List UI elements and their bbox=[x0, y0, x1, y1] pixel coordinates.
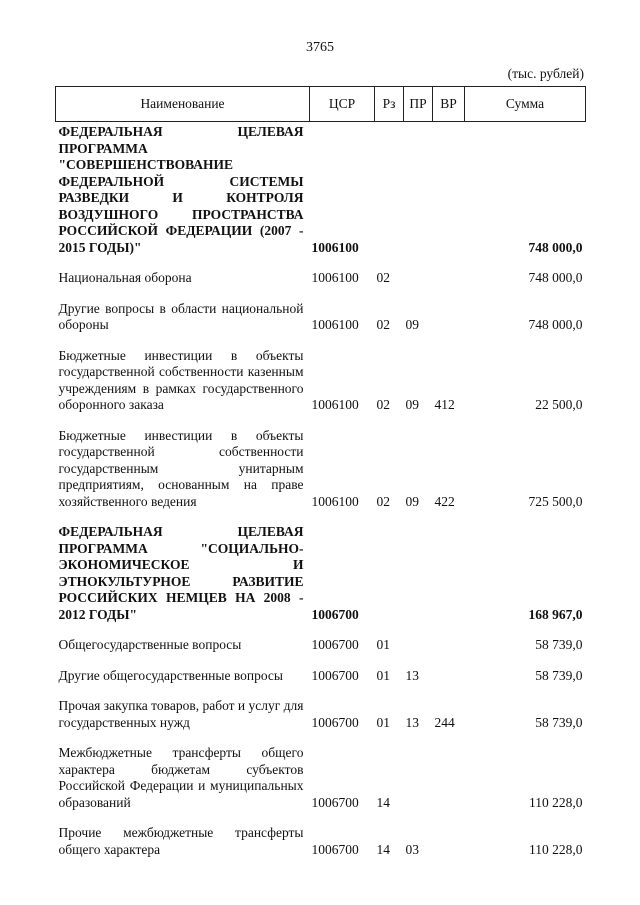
row-vr bbox=[433, 735, 465, 815]
header-csr: ЦСР bbox=[310, 87, 375, 122]
row-rz bbox=[375, 514, 404, 627]
row-sum: 58 739,0 bbox=[535, 667, 583, 683]
row-vr bbox=[433, 260, 465, 291]
row-name: Бюджетные инвестиции в объекты государственной собственности казенным учреждениям в рамках государственного оборонного заказа bbox=[58, 347, 304, 412]
header-pr: ПР bbox=[404, 87, 433, 122]
row-vr: 422 bbox=[434, 493, 455, 509]
row-sum: 110 228,0 bbox=[529, 794, 583, 810]
row-rz: 14 bbox=[376, 841, 390, 857]
row-rz: 02 bbox=[376, 270, 390, 285]
table-row bbox=[56, 122, 586, 261]
budget-table bbox=[55, 86, 586, 862]
table-row bbox=[56, 735, 586, 815]
row-name: Прочая закупка товаров, работ и услуг для государственных нужд bbox=[58, 698, 304, 730]
row-vr: 244 bbox=[434, 714, 455, 730]
row-vr bbox=[433, 514, 465, 627]
row-pr bbox=[404, 627, 433, 658]
table-row bbox=[56, 338, 586, 418]
row-sum: 725 500,0 bbox=[528, 493, 583, 509]
row-vr bbox=[433, 291, 465, 338]
row-rz: 02 bbox=[376, 397, 390, 412]
row-sum: 168 967,0 bbox=[528, 606, 583, 622]
table-row bbox=[56, 291, 586, 338]
row-vr bbox=[433, 627, 465, 658]
row-sum: 22 500,0 bbox=[535, 397, 583, 412]
row-pr: 09 bbox=[405, 493, 419, 509]
row-rz: 02 bbox=[376, 493, 390, 509]
row-vr bbox=[433, 815, 465, 862]
row-rz: 01 bbox=[376, 637, 390, 652]
table-row bbox=[56, 815, 586, 862]
row-sum: 748 000,0 bbox=[528, 317, 583, 332]
table-row bbox=[56, 418, 586, 515]
row-csr: 1006100 bbox=[311, 397, 359, 412]
header-rz: Рз bbox=[375, 87, 404, 122]
row-csr: 1006100 bbox=[311, 270, 359, 285]
row-name: ФЕДЕРАЛЬНАЯ ЦЕЛЕВАЯ ПРОГРАММА "СОЦИАЛЬНО-ЭКОНОМИЧЕСКОЕ И ЭТНОКУЛЬТУРНОЕ РАЗВИТИЕ РОССИЙСКИХ НЕМЦЕВ НА 2008 - 2012 ГОДЫ" bbox=[58, 524, 304, 622]
row-sum: 58 739,0 bbox=[535, 714, 583, 730]
row-rz: 01 bbox=[376, 667, 390, 683]
row-vr: 412 bbox=[434, 397, 455, 412]
header-vr: ВР bbox=[433, 87, 465, 122]
row-pr bbox=[404, 735, 433, 815]
row-pr bbox=[404, 260, 433, 291]
row-rz: 14 bbox=[376, 794, 390, 810]
row-name: Прочие межбюджетные трансферты общего характера bbox=[58, 825, 304, 857]
table-header-row bbox=[56, 87, 586, 122]
header-sum: Сумма bbox=[465, 87, 586, 122]
row-csr: 1006100 bbox=[311, 239, 359, 255]
row-rz: 01 bbox=[376, 714, 390, 730]
row-csr: 1006100 bbox=[311, 493, 359, 509]
table-row bbox=[56, 627, 586, 658]
row-csr: 1006100 bbox=[311, 317, 359, 332]
row-rz bbox=[375, 122, 404, 261]
row-pr: 09 bbox=[405, 317, 419, 332]
row-csr: 1006700 bbox=[311, 667, 359, 683]
row-pr: 13 bbox=[405, 667, 419, 683]
units-label: (тыс. рублей) bbox=[507, 66, 584, 81]
row-rz: 02 bbox=[376, 317, 390, 332]
header-name: Наименование bbox=[56, 87, 310, 122]
row-sum: 748 000,0 bbox=[528, 270, 583, 285]
row-csr: 1006700 bbox=[311, 714, 359, 730]
row-name: Межбюджетные трансферты общего характера бюджетам субъектов Российской Федерации и муниципальных образований bbox=[58, 745, 304, 810]
row-name: Общегосударственные вопросы bbox=[58, 637, 242, 652]
row-pr: 13 bbox=[405, 714, 419, 730]
row-pr bbox=[404, 122, 433, 261]
table-row bbox=[56, 260, 586, 291]
row-csr: 1006700 bbox=[311, 637, 359, 652]
table-row bbox=[56, 514, 586, 627]
row-name: ФЕДЕРАЛЬНАЯ ЦЕЛЕВАЯ ПРОГРАММА "СОВЕРШЕНСТВОВАНИЕ ФЕДЕРАЛЬНОЙ СИСТЕМЫ РАЗВЕДКИ И КОНТРОЛЯ ВОЗДУШНОГО ПРОСТРАНСТВА РОССИЙСКОЙ ФЕДЕРАЦИИ (2007 - 2015 ГОДЫ)" bbox=[58, 124, 304, 255]
row-csr: 1006700 bbox=[311, 841, 359, 857]
row-csr: 1006700 bbox=[311, 606, 359, 622]
row-vr bbox=[433, 122, 465, 261]
row-sum: 748 000,0 bbox=[528, 239, 583, 255]
row-name: Национальная оборона bbox=[58, 270, 192, 285]
row-csr: 1006700 bbox=[311, 794, 359, 810]
page-number: 3765 bbox=[306, 40, 334, 55]
row-sum: 58 739,0 bbox=[535, 637, 583, 652]
row-name: Бюджетные инвестиции в объекты государственной собственности государственным унитарным предприятиям, основанным на праве хозяйственного ведения bbox=[58, 427, 304, 509]
row-pr bbox=[404, 514, 433, 627]
row-name: Другие общегосударственные вопросы bbox=[58, 667, 283, 683]
row-pr: 09 bbox=[405, 397, 419, 412]
row-name: Другие вопросы в области национальной обороны bbox=[58, 300, 304, 332]
table-row bbox=[56, 658, 586, 689]
table-row bbox=[56, 688, 586, 735]
row-pr: 03 bbox=[405, 841, 419, 857]
row-sum: 110 228,0 bbox=[529, 841, 583, 857]
row-vr bbox=[433, 658, 465, 689]
